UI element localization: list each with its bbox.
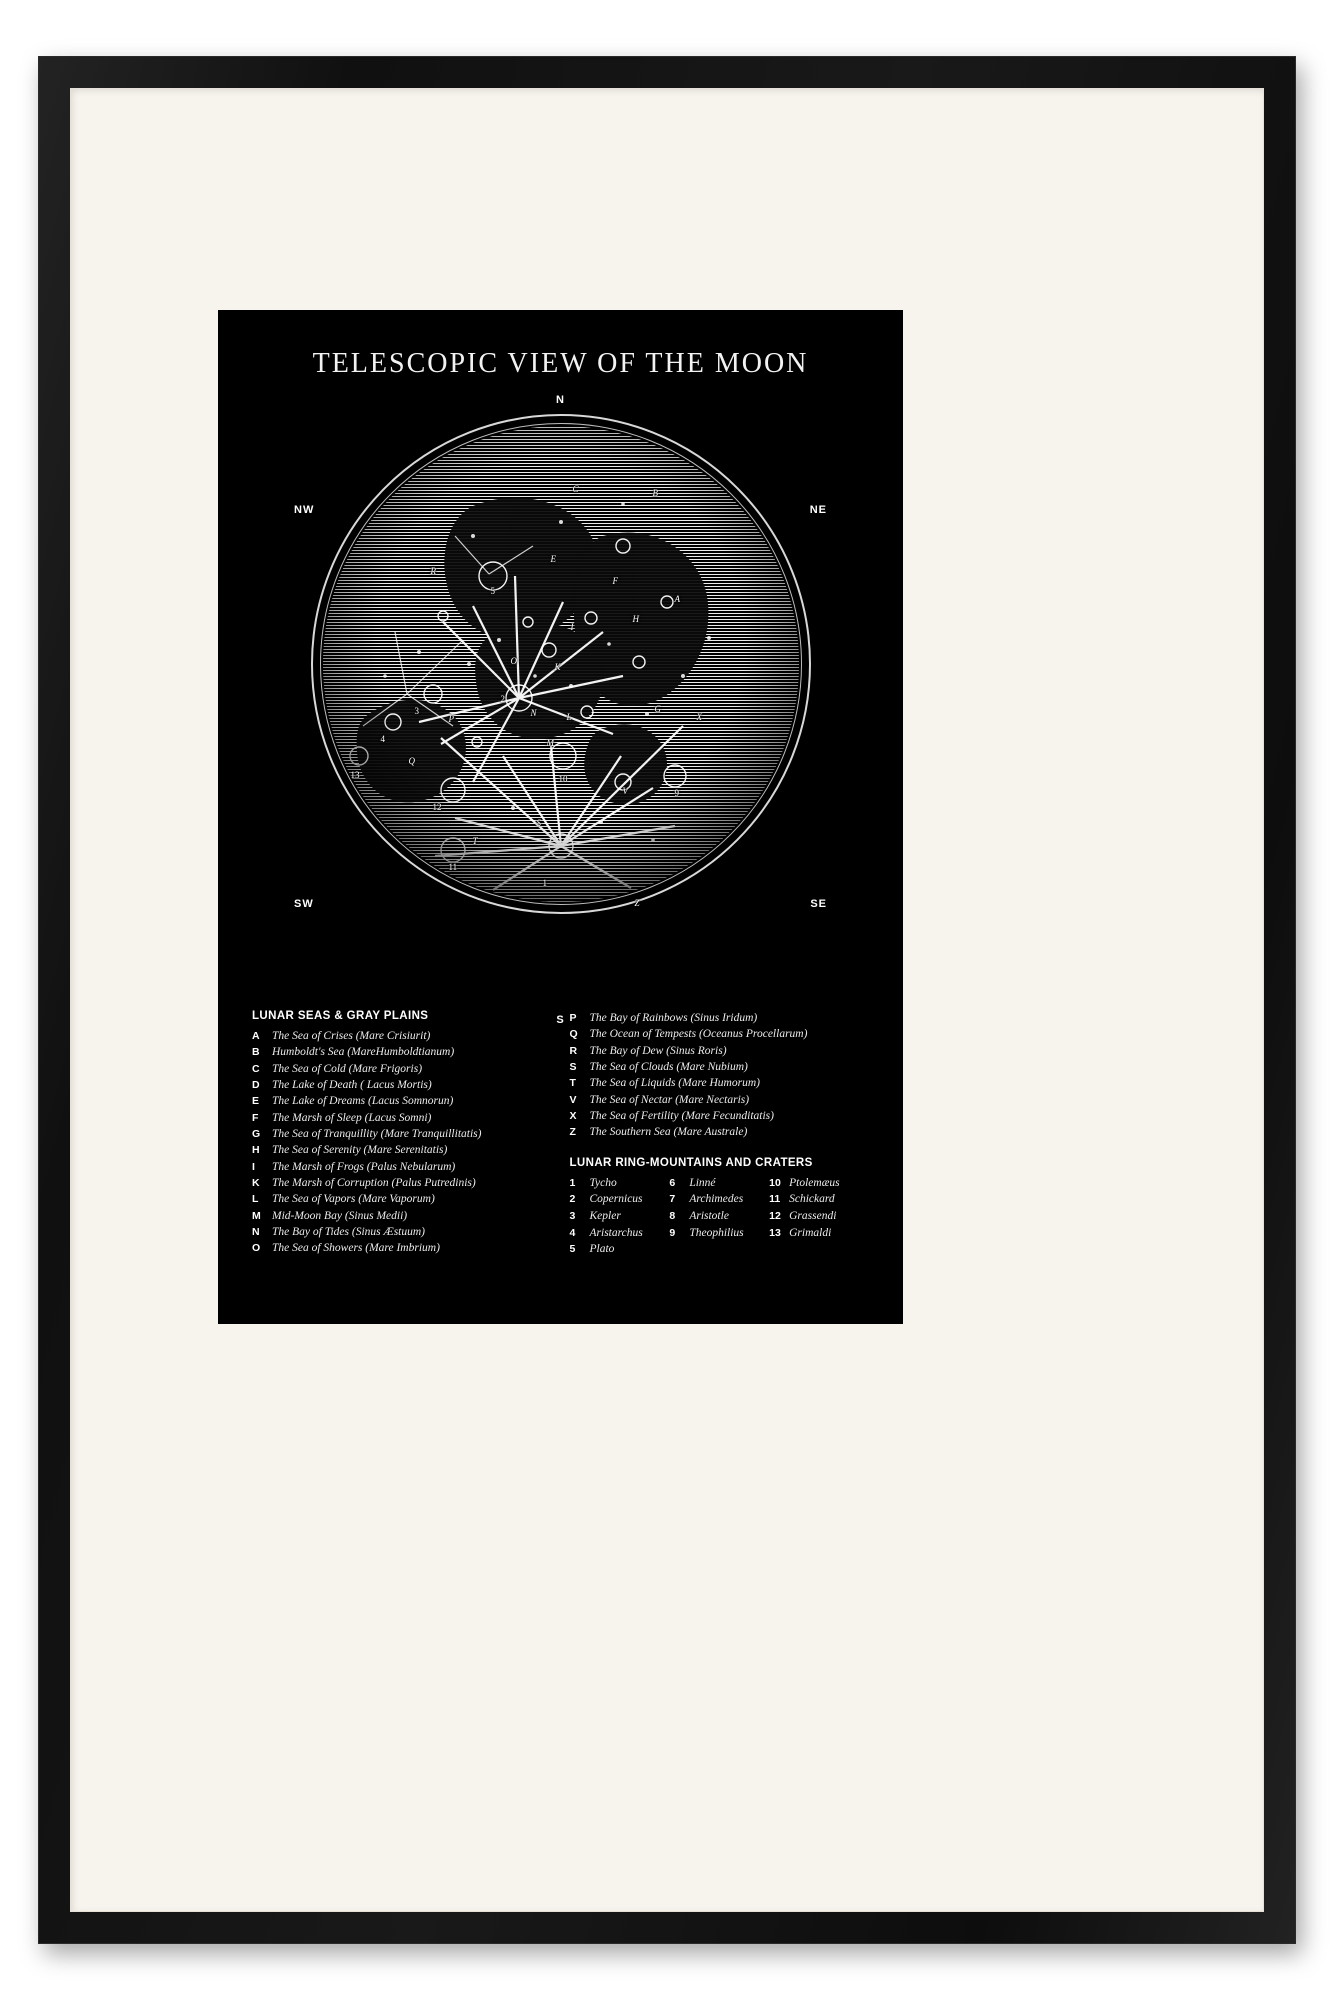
legend-key: Q [569, 1028, 578, 1041]
legend-key: N [252, 1225, 260, 1238]
compass-north: N [556, 394, 565, 406]
list-item [669, 1208, 769, 1225]
list-item [252, 1224, 552, 1240]
list-item [252, 1240, 552, 1256]
list-item [252, 1159, 552, 1175]
legend-value: The Sea of Clouds (Mare Nubium) [589, 1060, 748, 1073]
compass-south: S [556, 1014, 565, 1026]
legend-key: D [252, 1078, 260, 1091]
list-item [570, 1241, 670, 1258]
map-marker-v: V [622, 786, 628, 796]
legend-column-right [570, 1010, 870, 1258]
list-item [252, 1093, 552, 1109]
map-marker-c: C [572, 484, 579, 494]
legend-value: The Bay of Dew (Sinus Roris) [589, 1044, 727, 1057]
legend-key: T [569, 1077, 576, 1090]
crater-column-1 [570, 1175, 670, 1258]
legend-value: The Ocean of Tempests (Oceanus Procellarum) [589, 1028, 808, 1041]
map-marker-9: 9 [674, 788, 679, 798]
compass-southeast: SE [810, 898, 827, 910]
list-item [570, 1124, 870, 1140]
legend-value: The Marsh of Frogs (Palus Nebularum) [272, 1160, 456, 1173]
crater-number: 12 [769, 1209, 781, 1222]
legend-key: F [252, 1111, 259, 1124]
list-item [669, 1225, 769, 1242]
map-marker-12: 12 [432, 802, 442, 812]
compass-northeast: NE [809, 504, 827, 516]
legend-value: The Sea of Fertility (Mare Fecunditatis) [589, 1109, 774, 1122]
crater-number: 1 [569, 1176, 576, 1189]
crater-name: Grimaldi [789, 1226, 832, 1239]
list-item [570, 1191, 670, 1208]
map-marker-x: X [696, 712, 702, 722]
list-item [252, 1142, 552, 1158]
moon-map [218, 388, 903, 1028]
list-item [252, 1044, 552, 1060]
map-marker-5: 5 [490, 586, 495, 596]
map-marker-13: 13 [350, 770, 360, 780]
list-item [252, 1077, 552, 1093]
list-item [769, 1225, 869, 1242]
map-marker-h: H [632, 614, 639, 624]
map-marker-m: M [546, 738, 554, 748]
legend-value: The Marsh of Corruption (Palus Putredinis) [272, 1176, 476, 1189]
moon-disc [311, 414, 811, 914]
crater-name: Schickard [789, 1193, 835, 1206]
legend-key: H [252, 1144, 260, 1157]
legend-key: C [252, 1062, 260, 1075]
legend-value: The Sea of Showers (Mare Imbrium) [272, 1242, 440, 1255]
list-item [769, 1191, 869, 1208]
crater-name: Archimedes [689, 1193, 744, 1206]
list-item [669, 1175, 769, 1192]
crater-number: 3 [569, 1209, 576, 1222]
legend-key: M [252, 1209, 261, 1222]
map-marker-k: K [554, 662, 561, 672]
legend-key: S [569, 1060, 577, 1073]
legend-key: B [252, 1046, 260, 1059]
list-item [252, 1208, 552, 1224]
list-item [570, 1225, 670, 1242]
legend-heading-seas: LUNAR SEAS & GRAY PLAINS [252, 1010, 429, 1022]
legend-column-left [252, 1010, 552, 1258]
crater-name: Aristotle [689, 1209, 729, 1222]
map-marker-e: E [550, 554, 556, 564]
map-marker-n: N [530, 708, 537, 718]
legend-value: The Sea of Crises (Mare Crisiurit) [272, 1030, 431, 1042]
legend-value: The Sea of Vapors (Mare Vaporum) [272, 1193, 435, 1206]
crater-number: 9 [669, 1226, 676, 1239]
moon-poster [218, 310, 903, 1324]
legend-key: I [252, 1160, 255, 1173]
crater-number: 11 [769, 1193, 781, 1206]
crater-name: Aristarchus [589, 1226, 643, 1239]
map-marker-11: 11 [448, 862, 458, 872]
crater-number: 10 [769, 1176, 781, 1189]
list-item [252, 1061, 552, 1077]
legend [218, 1010, 903, 1258]
list-item [570, 1092, 870, 1108]
list-item [252, 1028, 552, 1044]
map-marker-g: G [654, 704, 661, 714]
list-item [669, 1191, 769, 1208]
map-marker-f: F [612, 576, 618, 586]
map-marker-i: I [570, 622, 574, 632]
legend-key: P [569, 1012, 577, 1024]
legend-value: The Sea of Serenity (Mare Serenitatis) [272, 1144, 448, 1157]
legend-value: The Bay of Rainbows (Sinus Iridum) [589, 1012, 758, 1024]
list-item [570, 1075, 870, 1091]
legend-value: Humboldt's Sea (MareHumboldtianum) [272, 1046, 455, 1059]
map-marker-3: 3 [414, 706, 419, 716]
legend-key: Z [569, 1126, 576, 1139]
compass-southwest: SW [294, 898, 314, 910]
crater-number: 6 [669, 1176, 676, 1189]
list-item [769, 1175, 869, 1192]
list-item [570, 1175, 670, 1192]
page-title: TELESCOPIC VIEW OF THE MOON [312, 348, 809, 379]
legend-value: The Sea of Cold (Mare Frigoris) [272, 1062, 423, 1075]
crater-name: Linné [689, 1176, 716, 1189]
crater-number: 5 [569, 1243, 576, 1256]
legend-value: The Sea of Nectar (Mare Nectaris) [589, 1093, 750, 1106]
legend-key: E [252, 1095, 260, 1108]
crater-name: Copernicus [589, 1193, 643, 1206]
map-marker-10: 10 [558, 774, 568, 784]
legend-key: K [252, 1176, 260, 1189]
map-marker-q: Q [408, 756, 415, 766]
crater-name: Tycho [589, 1176, 617, 1189]
legend-value: The Sea of Liquids (Mare Humorum) [589, 1077, 760, 1090]
legend-value: The Bay of Tides (Sinus Æstuum) [272, 1225, 426, 1238]
list-item [570, 1208, 670, 1225]
legend-heading-craters: LUNAR RING-MOUNTAINS AND CRATERS [569, 1156, 813, 1169]
legend-value: The Lake of Death ( Lacus Mortis) [272, 1078, 432, 1091]
legend-value: Mid-Moon Bay (Sinus Medii) [272, 1209, 408, 1222]
map-marker-t: T [472, 836, 478, 846]
crater-name: Plato [589, 1243, 615, 1256]
picture-frame [38, 56, 1296, 1944]
list-item [252, 1126, 552, 1142]
legend-key: R [569, 1044, 578, 1057]
legend-value: The Lake of Dreams (Lacus Somnorun) [272, 1095, 454, 1108]
map-marker-l: L [566, 712, 572, 722]
map-marker-p: P [448, 714, 454, 724]
map-marker-z: Z [634, 898, 640, 908]
list-item [570, 1026, 870, 1042]
legend-key: A [252, 1030, 260, 1042]
map-marker-r: R [430, 566, 436, 576]
list-item [570, 1043, 870, 1059]
legend-value: The Sea of Tranquillity (Mare Tranquillitatis) [272, 1127, 482, 1140]
map-marker-2: 2 [500, 694, 505, 704]
crater-number: 7 [669, 1193, 676, 1206]
legend-key: X [569, 1109, 577, 1122]
compass-northwest: NW [294, 504, 315, 516]
list-item [570, 1010, 870, 1026]
list-item [570, 1059, 870, 1075]
map-marker-a: A [674, 594, 680, 604]
crater-column-2 [669, 1175, 769, 1258]
crater-name: Theophilius [689, 1226, 744, 1239]
legend-value: The Southern Sea (Mare Australe) [589, 1126, 748, 1139]
crater-list [570, 1175, 870, 1258]
legend-key: O [252, 1242, 261, 1255]
list-item [252, 1110, 552, 1126]
legend-key: L [252, 1193, 259, 1206]
crater-name: Ptolemæus [789, 1176, 840, 1189]
crater-name: Kepler [589, 1209, 621, 1222]
list-item [252, 1175, 552, 1191]
crater-number: 2 [569, 1193, 576, 1206]
map-marker-s: S [536, 818, 541, 828]
crater-number: 13 [769, 1226, 781, 1239]
list-item [570, 1108, 870, 1124]
legend-key: V [569, 1093, 577, 1106]
crater-name: Grassendi [789, 1209, 837, 1222]
map-marker-4: 4 [380, 734, 385, 744]
map-marker-b: B [652, 488, 658, 498]
crater-column-3 [769, 1175, 869, 1258]
frame-mat [70, 88, 1264, 1912]
map-marker-o: O [510, 656, 517, 666]
moon-surface-engraving [323, 426, 799, 908]
map-marker-1: 1 [542, 878, 547, 888]
legend-value: The Marsh of Sleep (Lacus Somni) [272, 1111, 432, 1124]
list-item [769, 1208, 869, 1225]
list-item [252, 1191, 552, 1207]
crater-number: 4 [569, 1226, 576, 1239]
legend-key: G [252, 1127, 261, 1140]
crater-number: 8 [669, 1209, 676, 1222]
